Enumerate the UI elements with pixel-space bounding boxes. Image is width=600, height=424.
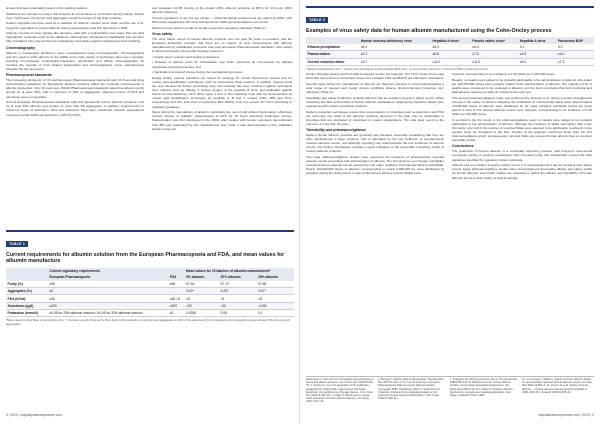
column-header: Pseudo rabies virus*	[471, 37, 518, 43]
table-row	[6, 287, 294, 294]
column-header: 20% albumin	[219, 274, 256, 280]
body-paragraph: and potassium ≤0.05 mmol/g of the protein (≤5% albumin solutions at 60°C) for 10 hours (20% albumin solutions).	[152, 6, 292, 15]
table-cell: 4.25*	[220, 289, 229, 294]
table-cell: ≥12.1	[432, 59, 441, 64]
row-label: Ethanol precipitation	[307, 44, 341, 49]
table-cell: ≤2	[169, 311, 174, 316]
table-cell: 0.05	[220, 311, 227, 316]
table-cell: 97.70	[220, 281, 229, 286]
body-paragraph: During testing, plasma donations are tested for serology for certain blood-borne viruses and for nucleic acid amplification techniques, such as polymerase chain reaction. In addition, plasma pools are only released for further processing once non-reactivity has been confirmed against serological virus markers such as HBsAg, a surface antigen of the hepatitis B virus, and antibodies against human immunodeficiency virus (HIV) types 1 and 2. Non-reactivity must also be demonstrated by nucleic acid amplification techniques for hepatitis A, B and C viruses (HAV, HBV and HCV, respectively) and HIV, and titres of parvovirus B19 (B19V) must not exceed 10⁴ IU/ml according to regulatory guidance.	[152, 75, 292, 109]
table-cell: ≥7.5	[472, 52, 479, 57]
body-paragraph: Albumin is occasionally purified by some manufacturers using chromatography. Chromatography was first used to purify albumin in the 1980s and a wide variety of techniques have been reported, including ion-exchange, hydrophobic-interaction, gel-filtration and affinity chromatography. To combine the benefits of both ethanol fractionation and chromatography, some manufacturers integrate the two processes.	[6, 50, 144, 71]
body-paragraph: Steps during the manufacture of albumin, particularly the use of cold ethanol fractionation, effectively remove viruses. In addition, pasteurisation at 60°C for 10 hours effectively inactivates viruses. Pasteurisation was first introduced in the 1940s after studies with human volunteers demonstrated that HBV was inactivated by this manufacturing step. Later, it was demonstrated in virus validation studies using cell	[152, 110, 292, 131]
left-column-2	[152, 6, 292, 226]
body-paragraph: Stabilisers are included to ensure that proteins do not denature or recombine during heating: without them, high levels of polymers and aggregates would be present in the final container.	[6, 11, 144, 20]
right-column-1	[306, 72, 444, 374]
right-page	[300, 0, 600, 424]
body-paragraph: Modern production techniques ensure that concentrations of impurities such as aluminium and PKA are extremely low. Most of the adverse reactions observed in the past may be attributable to impurities that are eliminated or minimised in modern preparations. The safe track record is the outcome of more than 30 years.	[306, 109, 444, 126]
table-cell: 0.1	[258, 311, 263, 316]
table-cell: 3.3	[557, 44, 563, 49]
table-cell: ≤5	[49, 289, 53, 294]
left-column-1	[6, 6, 144, 226]
table-cell: 3.00*	[186, 289, 194, 294]
body-paragraph: The production of human albumin is a continually improving process, with long-term commercial companies striving to produce preparations with increased purity that substantially exceed the strict guidelines specified by regulatory bodies worldwide.	[452, 149, 592, 162]
reference-text: 4. Burnouf T. Modern plasma fractionation. Transfus Med Rev 2007;21:101–17. 5. Council of Europe. European Pharmacopoeia 10th ed. Human albumin solution monograph 0255. Strasbourg; 2019. 6. Gellis SS et al. Chemical, clinical and immunological studies on the products of human plasma fractionation. J Clin Invest 1948;27:239–44.	[378, 378, 444, 401]
body-paragraph: The second pharmacovigilance study was performed by Hessels et al. during a period of heightened interest in the safety of albumin following the publication of controversial safety data. Approximately 16,000,000 doses of albumin were distributed by 10 major suppliers worldwide during the study period. A total of 271 serious adverse events were reported, corresponding to an incidence of 0.18 SAEs per 100,000 doses.	[452, 95, 592, 117]
table-title: Examples of virus safety data for human albumin manufactured using the Cohn-Oncley process	[306, 28, 552, 34]
column-header: Human immuno-deficiency virus	[359, 37, 431, 43]
references-column	[306, 378, 374, 410]
table-cell: <8	[220, 296, 225, 301]
table-cell: 4.1	[519, 44, 525, 49]
table-cell: ≤0.05 for 25% albumin solution / ≤0.05 for 20% albumin solution	[49, 311, 143, 316]
row-label: Pasteurisation	[307, 52, 331, 57]
table-row	[306, 58, 594, 65]
table-row	[6, 310, 294, 317]
table-cell: ≤35	[49, 296, 55, 301]
section-heading: Tolerability and pharmacovigilance	[306, 127, 366, 132]
table-cell: ≥5.1	[360, 44, 368, 49]
table-cell: 97.65	[258, 281, 267, 286]
row-label: Overall reduction factor	[307, 59, 345, 64]
body-paragraph: viruses that were potentially present in the starting material.	[6, 6, 88, 10]
body-paragraph: Specific steps during the manufacture of albumin are therefore effective in removing/inactivating a wide range of relevant and model viruses exhibiting diverse physicochemical properties very effectively (Table 2).	[306, 81, 444, 94]
table-cell: 0.0035	[186, 311, 197, 316]
table-cell: 3.67*	[258, 289, 266, 294]
table-row	[306, 44, 594, 51]
group-header-mean-values: Mean values for 20 batches of albumin manufactured*	[185, 268, 294, 274]
section-heading: Conclusions	[452, 144, 474, 149]
right-column-2	[452, 72, 592, 374]
requirements-table	[6, 268, 294, 318]
table-cell: ≥6.8	[432, 52, 439, 57]
table-footnote: *Mean value for either Base or Hydrophobic form; † Company-specific limits set by FDA; Alerts of the production to polymers and aggregates is ≤10% of the total area of the chromatogram (corresponding to approximately 5% polymers and aggregates).	[6, 319, 290, 326]
table-cell: ≥7.3	[557, 59, 565, 64]
table-cell: <8	[186, 296, 190, 301]
page-footer-right: hospitalpharmacyeurope.com | 2020 | 9	[538, 413, 594, 417]
body-paragraph: In contrast to the first study, in the pharmacovigilance study no deaths were judged to be probably attributable to the administration of albumin. Although the incidence of SAEs was higher than in the first study, only half of the number of recorded SAEs were deemed to be attributable to albumin in the second study as compared to the first. Results of the analyses confirmed those from the first pharmacovigilance study: spontaneously reported SAEs are rare and human albumin has an excellent tolerability profile.	[452, 117, 592, 143]
body-paragraph: • Inactivation/removal of viruses during the manufacturing process.	[152, 70, 244, 75]
body-paragraph: The increasing stringency of US and European Pharmacopoeial standards and US Food and Drug Administration guidelines for therapeutic albumin solutions reflect the continual improvements in albumin production. Only 20 years ago, British Pharmacopoeial standards stated that albumin purity should be at least 95%, with a maximum of 10% of aggregates. Maximum levels of PKA and aluminium were not specified.	[6, 78, 144, 99]
references-column	[450, 378, 518, 410]
table-cell: ≥4.0	[557, 52, 565, 57]
body-paragraph: Current regulations in the US are similar — Pharmacopoeial requirements are stated at ≥96%, with PKA levels regulated at ≤10 IU/ml and aluminium ≤200 µg/l and potassium ≤2 mmol/l.	[152, 15, 292, 24]
table-footnote: * Bovine viral diarrhoea virus; † Herpes virus homologue; double-stranded RNA virus – a non-specific model virus; ‡ Parvovirus B19 or canine parvovirus	[306, 67, 488, 71]
table-cell: ≥4.9	[519, 52, 527, 57]
reference-text: 10. von Hoegen I, Waller C. Safety of human albumin based on spontaneously reported serious adverse events. Crit Care Med 2001;29:994–6. 11. Vincent JL et al. Safety of human albumin — serious adverse events reported worldwide in 1998–2000. Br J Anaesth 2003;91:625–30.	[522, 378, 592, 394]
table-cell: ≥96	[169, 281, 176, 286]
row-label: PKA (IU/ml)	[7, 296, 26, 301]
reference-text: 7. Finlayson JS. Albumin products. Semin Thromb Hemost 1980;6:85–120. 8. Mathews AJ et al. Human albumin solution: current pharmacopoeial requirements. Clin Pharmacol 2012;4:21–8. 9. Peters T. All about albumin: biochemistry, genetics and medical applications. San Diego: Academic Press; 1996.	[450, 378, 518, 398]
column-header: European Pharmacopoeia	[48, 274, 168, 280]
body-paragraph: Two large pharmacovigilance studies have examined the incidence of spontaneously reported adverse events associated with administration of albumin. The first study by von Hoegen and Waller examined serious adverse events reported by nine major suppliers of therapeutic albumin worldwide. Nearly 100,000,000 doses of albumin, corresponding to nearly 6,000,000 kg, were distributed by suppliers during the study period. A total of 110 serious adverse events (SAEs) were	[306, 155, 444, 176]
column-header: Parvovirus B19*	[556, 37, 594, 43]
table-row	[306, 51, 594, 58]
references-column	[522, 378, 594, 410]
table-cell: ≥9.7	[360, 59, 368, 64]
row-label: Purity (%)	[7, 281, 23, 286]
body-paragraph: • Careful donor selection and testing of donations	[152, 54, 220, 59]
table-cell: <20	[186, 303, 192, 308]
page-footer-left: 8 | 2020 | hospitalpharmacyeurope.com	[6, 413, 62, 417]
table-cell: <8	[258, 296, 262, 301]
table-title: Current requirements for albumin solution from the European Pharmacopoeia and FDA, and mean values for albumin manufacture	[6, 252, 285, 265]
table-label: TABLE 1	[6, 241, 28, 247]
row-label: Aggregates (%)	[7, 289, 32, 294]
body-paragraph: Tolerability and safety of albumin products Albumin has an excellent long-term safety record. When assessing the risks and benefits of human albumin preparations, judgements should be based upon experience with modern production products.	[306, 95, 444, 108]
virus-safety-table	[306, 6, 594, 71]
body-paragraph: The virus safety record of human albumin products over the past 60 years is excellent, and the European authorities consider that there are no reports of virus transmissions with albumin manufactured by established processes that meet European Pharmacopoeial standards. Virus safety is achieved through a three-pillar strategy, based on:	[152, 36, 292, 54]
table-cell: ≤200	[49, 303, 57, 308]
body-paragraph: Albumin consists of three cylinder-like domains, each with a hydrophobic inner space that can bind hydrophobic molecules such as the stabilisers. Although the mechanism of stabilisation has not been fully elucidated, they may function by maintaining irreversible reactions following thermal unfolding.	[6, 31, 144, 44]
references-column	[378, 378, 446, 410]
table-label: TABLE 2	[306, 17, 328, 23]
body-paragraph: Current European Pharmacopoeial standards state that therapeutic human albumin solutions must be at least 95% albumin and contain no more than 5% aggregates. In addition, requirements for maximum levels of aluminium, PKA and potassium have been introduced. Albumin preparations must now contain ≤200 µg/l aluminium, ≤35 IU/ml PKA	[6, 100, 144, 117]
table-cell: ≥5.3	[432, 44, 439, 49]
group-header-regulatory: Current regulatory requirements	[48, 268, 185, 274]
section-heading: Virus safety	[152, 31, 173, 36]
table-cell: ≤35 / 8	[169, 296, 180, 301]
body-paragraph: reported, corresponding to an incidence of 1.29 SAEs per 1,000,000 doses.	[452, 72, 556, 76]
reference-text: References 1. Cohn EJ et al. Preparation and properties of serum and plasma proteins. J Am Chem Soc 1946;68:459–75. 2. Oncley JL et al. The separation of the antibodies, isoagglutinins, prothrombin, plasminogen and beta1-lipoprotein into subfractions of human plasma. J Am Chem Soc 1949;71:541–50. 3. Kistler P, Nitschmann H. Large scale production of human plasma fractions. Vox Sang 1962;7:414–24.	[306, 378, 374, 404]
table-cell: <20	[220, 303, 227, 308]
body-paragraph: Broadly, no deaths were judged to be probably attributable to the administration of albumin. We dealer per 100,000,000 doses were possibly related to the administration of albumin. The majority (71%) of deaths were considered to be unrelated to albumin, and the study concluded that both incidental and fatal adverse reactions to albumin recipients are very rare.	[452, 77, 592, 94]
virus-reduction-table	[306, 37, 594, 66]
table-cell: ≥95	[49, 281, 55, 286]
column-header: Hepatitis A virus*	[431, 37, 471, 43]
table-cell: –	[169, 289, 172, 294]
body-paragraph: Sodium caprylate has been used as a stabiliser for albumin solution since 1944, and the use of N-acetyl-DL-tryptophan to protect albumin during pasteurisation was first described in 1958.	[6, 21, 144, 30]
regulatory-requirements-table	[6, 230, 294, 380]
body-paragraph: • Release of plasma pools for fractionation only when confirmed as non-reactive for defined transfusion-transmitted viruses, and	[152, 60, 292, 69]
table-cell: ≥9.0	[519, 59, 527, 64]
column-header: 5% albumin	[185, 274, 220, 280]
table-row	[6, 295, 294, 302]
column-header: 25% albumin	[257, 274, 295, 280]
column-header: Hepatitis A virus	[518, 37, 556, 43]
body-paragraph: Modern human albumin products usually exceed the regulatory standards (Table 1).	[152, 25, 267, 30]
table-row	[6, 302, 294, 309]
table-cell: ≥11.9	[472, 59, 481, 64]
table-cell: <4.55	[258, 303, 267, 308]
body-paragraph: Modern human albumin products are generally well tolerated, especially considering that they are often administered in large volumes. This is illustrated by the low incidence of spontaneously reported adverse events, and although reporting may underestimate the true incidence of adverse events, this finding nonetheless provides a good indication of the favourable tolerability profile of modern albumin products.	[306, 133, 444, 154]
table-cell: ≤200	[169, 303, 178, 308]
row-label: Potassium (mmol/l)	[7, 311, 38, 316]
table-cell: ≥4.4	[472, 44, 479, 49]
body-paragraph: Albumin has an excellent long-term safety record; it is well tolerated and has an excellent virus safety record. Large pharmacovigilance studies have demonstrated a favourable efficacy and safety profile for human albumin, and further studies are underway to define the efficacy and tolerability of human albumin across a wide variety of clinical settings.	[452, 163, 592, 180]
table-row	[6, 281, 294, 288]
table-cell: ≥4.7	[360, 52, 368, 57]
table-cell: 97.94	[186, 281, 195, 286]
body-paragraph: culture infectivity assays that both lipid-enveloped viruses (for example, HIV, HCV model viruses and West Nile virus) and non-enveloped viruses (for example, HAV and B19V) are effectively inactivated.	[306, 72, 444, 81]
column-header: FDA	[168, 274, 184, 280]
row-label: Aluminium (µg/l)	[7, 303, 34, 308]
section-heading: Chromatography	[6, 45, 35, 50]
section-heading: Pharmacopoeial standards	[6, 73, 52, 78]
